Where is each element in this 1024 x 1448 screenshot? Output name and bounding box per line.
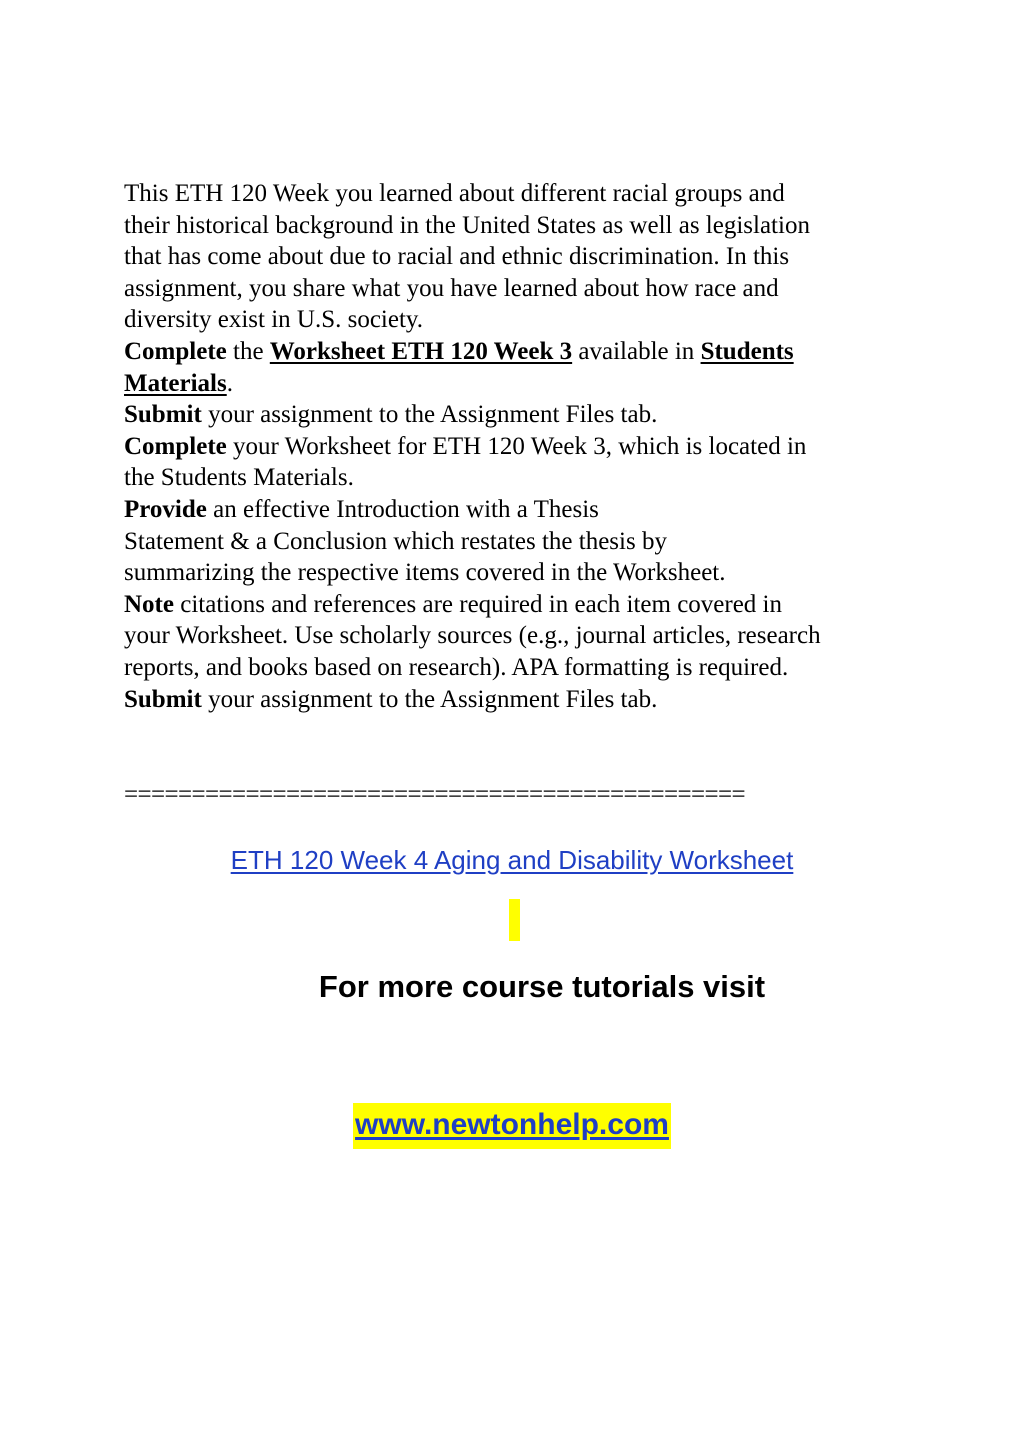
students-materials-link-cont[interactable]: Materials — [124, 369, 227, 397]
next-tutorial-link[interactable]: ETH 120 Week 4 Aging and Disability Worksheet — [230, 845, 794, 875]
instruction-keyword: Provide — [124, 495, 207, 523]
instruction-text-line: summarizing the respective items covered in the Worksheet. — [124, 559, 726, 587]
instruction-keyword: Complete — [124, 432, 227, 460]
instruction-text: your assignment to the Assignment Files tab. — [201, 401, 658, 429]
instruction-text: your Worksheet for ETH 120 Week 3, which is located in — [226, 432, 807, 460]
instruction-submit — [124, 399, 904, 431]
instruction-text-line: the Students Materials. — [124, 464, 354, 492]
instruction-text: your assignment to the Assignment Files tab. — [201, 685, 658, 713]
students-materials-link[interactable]: Students — [700, 337, 794, 365]
instruction-text-line: reports, and books based on research). APA formatting is required. — [124, 653, 789, 681]
separator-line: ============================================== — [124, 781, 745, 808]
highlight-bar — [509, 899, 520, 941]
instruction-keyword: Note — [124, 590, 174, 618]
instruction-text: an effective Introduction with a Thesis — [206, 495, 599, 523]
instruction-complete-worksheet-cont — [124, 368, 904, 400]
instruction-keyword: Complete — [124, 337, 227, 365]
instruction-note — [124, 589, 904, 621]
instruction-text-line: your Worksheet. Use scholarly sources (e.g., journal articles, research — [124, 622, 821, 650]
instruction-provide — [124, 494, 904, 526]
instruction-keyword: Submit — [124, 401, 202, 429]
instruction-text-line: Statement & a Conclusion which restates the thesis by — [124, 527, 667, 555]
instruction-text: citations and references are required in each item covered in — [173, 590, 783, 618]
paragraph-line: diversity exist in U.S. society. — [124, 306, 424, 334]
instruction-text: . — [226, 369, 233, 397]
paragraph-line: that has come about due to racial and ethnic discrimination. In this — [124, 243, 790, 271]
paragraph-line: their historical background in the United States as well as legislation — [124, 211, 810, 239]
website-link[interactable]: www.newtonhelp.com — [353, 1103, 671, 1149]
instruction-keyword: Submit — [124, 685, 202, 713]
website-container — [0, 1103, 1024, 1149]
paragraph-line: This ETH 120 Week you learned about different racial groups and — [124, 180, 785, 207]
instruction-text: available in — [572, 337, 701, 365]
instruction-submit-final — [124, 684, 904, 716]
instruction-text: the — [226, 337, 270, 365]
visit-heading: For more course tutorials visit — [318, 969, 766, 1004]
instruction-complete-located — [124, 431, 904, 463]
instruction-complete-worksheet — [124, 336, 904, 368]
assignment-description — [124, 178, 904, 715]
paragraph-line: assignment, you share what you have learned about how race and — [124, 274, 779, 302]
worksheet-link[interactable]: Worksheet ETH 120 Week 3 — [269, 337, 573, 365]
